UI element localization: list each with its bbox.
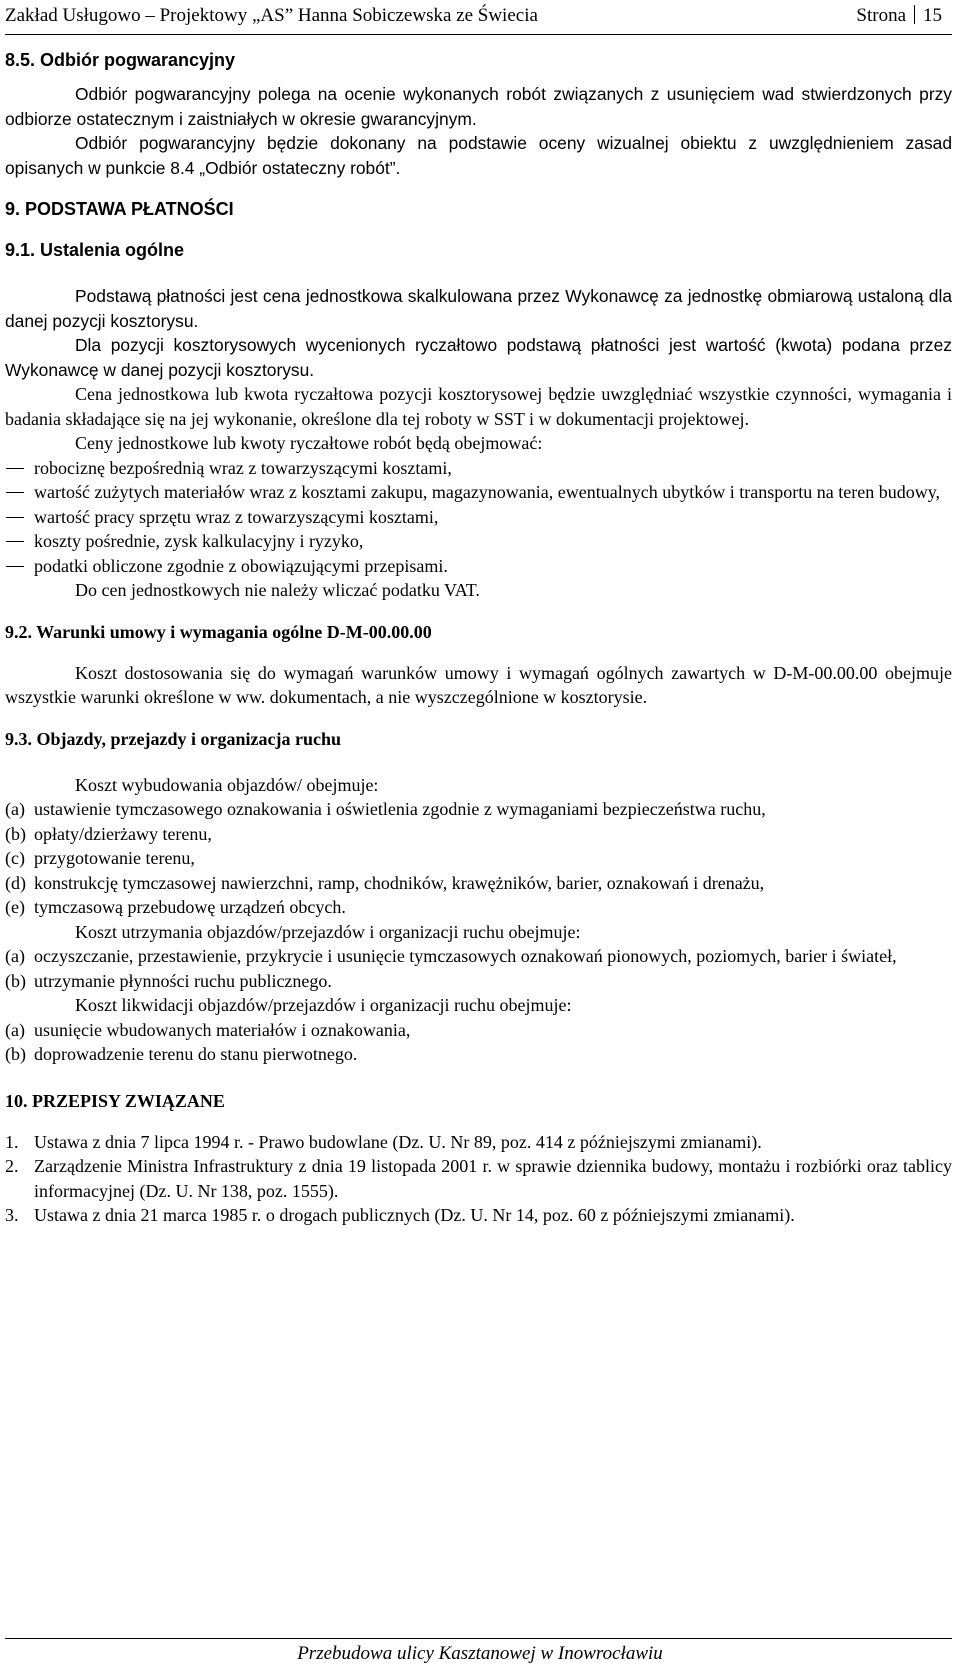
- list-item: (b) doprowadzenie terenu do stanu pierwotnego.: [5, 1044, 358, 1064]
- list-item: (b) opłaty/dzierżawy terenu,: [5, 823, 212, 844]
- cost-components-list: [5, 456, 952, 579]
- list-item: (d) konstrukcję tymczasowej nawierzchni, ramp, chodników, krawężników, barier, oznakowań i drenażu,: [5, 872, 765, 893]
- paragraph-9-1-5: Do cen jednostkowych nie należy wliczać podatku VAT.: [75, 580, 480, 600]
- list-item: podatki obliczone zgodnie z obowiązującymi przepisami.: [5, 554, 952, 579]
- regulations-list: [5, 1130, 952, 1228]
- heading-10: 10. PRZEPISY ZWIĄZANE: [5, 1090, 225, 1111]
- detour-maintenance-list: [5, 944, 952, 993]
- list-item: (e) tymczasową przebudowę urządzeń obcych.: [5, 897, 346, 917]
- paragraph-9-1-3: Cena jednostkowa lub kwota ryczałtowa pozycji kosztorysowej będzie uwzględniać wszystkie czynności, wymagania i badania składające się na jej wykonanie, określone dla tej roboty w SST i w dokumentacji projektowej.: [5, 384, 952, 429]
- paragraph-9-3-intro-1: Koszt wybudowania objazdów/ obejmuje:: [75, 774, 379, 795]
- paragraph-8-5-2: Odbiór pogwarancyjny będzie dokonany na podstawie oceny wizualnej obiektu z uwzględnieniem zasad opisanych w punkcie 8.4 „Odbiór ostateczny robót”.: [5, 133, 952, 178]
- page-number: 15: [923, 5, 942, 26]
- list-item: wartość pracy sprzętu wraz z towarzyszącymi kosztami,: [5, 505, 952, 530]
- company-name: Zakład Usługowo – Projektowy „AS” Hanna Sobiczewska ze Świecia: [5, 5, 538, 26]
- heading-9-3: 9.3. Objazdy, przejazdy i organizacja ruchu: [5, 728, 341, 749]
- list-item: (a) ustawienie tymczasowego oznakowania i oświetlenia zgodnie z wymaganiami bezpieczeństwa ruchu,: [5, 799, 766, 819]
- paragraph-9-1-2: Dla pozycji kosztorysowych wycenionych ryczałtowo podstawą płatności jest wartość (kwota) podana przez Wykonawcę w danej pozycji kosztorysu.: [5, 335, 952, 380]
- list-item: (a) oczyszczanie, przestawienie, przykrycie i usunięcie tymczasowych oznakowań pionowych, poziomych, barier i świateł,: [5, 946, 897, 966]
- page-indicator: [856, 4, 942, 28]
- list-item: robociznę bezpośrednią wraz z towarzyszącymi kosztami,: [5, 456, 952, 481]
- list-item: 1. Ustawa z dnia 7 lipca 1994 r. - Prawo budowlane (Dz. U. Nr 89, poz. 414 z późniejszymi zmianami).: [5, 1131, 762, 1152]
- detour-construction-list: [5, 797, 952, 920]
- page-label: Strona: [856, 5, 906, 26]
- detour-removal-list: [5, 1018, 952, 1067]
- list-item: (c) przygotowanie terenu,: [5, 848, 195, 868]
- paragraph-9-3-intro-2: Koszt utrzymania objazdów/przejazdów i organizacji ruchu obejmuje:: [75, 921, 581, 942]
- list-item: 3. Ustawa z dnia 21 marca 1985 r. o drogach publicznych (Dz. U. Nr 14, poz. 60 z późniejszymi zmianami).: [5, 1205, 795, 1225]
- list-item: wartość zużytych materiałów wraz z kosztami zakupu, magazynowania, ewentualnych ubytków i transportu na teren budowy,: [5, 480, 952, 505]
- footer-rule: [5, 1638, 952, 1639]
- heading-9: 9. PODSTAWA PŁATNOŚCI: [5, 199, 234, 219]
- heading-9-2: 9.2. Warunki umowy i wymagania ogólne D-M-00.00.00: [5, 621, 432, 642]
- document-body: [5, 48, 952, 1228]
- page-footer: Przebudowa ulicy Kasztanowej w Inowrocławiu: [297, 1643, 663, 1664]
- paragraph-9-1-4: Ceny jednostkowe lub kwoty ryczałtowe robót będą obejmować:: [75, 433, 543, 453]
- paragraph-8-5-1: Odbiór pogwarancyjny polega na ocenie wykonanych robót związanych z usunięciem wad stwierdzonych przy odbiorze ostatecznym i zaistniałych w okresie gwarancyjnym.: [5, 84, 952, 129]
- list-item: (a) usunięcie wbudowanych materiałów i oznakowania,: [5, 1019, 411, 1040]
- heading-9-1: 9.1. Ustalenia ogólne: [5, 240, 185, 260]
- page-header: [5, 4, 952, 35]
- paragraph-9-3-intro-3: Koszt likwidacji objazdów/przejazdów i organizacji ruchu obejmuje:: [75, 995, 572, 1015]
- list-item: 2. Zarządzenie Ministra Infrastruktury z dnia 19 listopada 2001 r. w sprawie dziennika budowy, montażu i rozbiórki oraz tablicy informacyjnej (Dz. U. Nr 138, poz. 1555).: [5, 1156, 952, 1201]
- paragraph-9-2-1: Koszt dostosowania się do wymagań warunków umowy i wymagań ogólnych zawartych w D-M-00.00.00 obejmuje wszystkie warunki określone w ww. dokumentach, a nie wyszczególnione w kosztorysie.: [5, 662, 952, 707]
- paragraph-9-1-1: Podstawą płatności jest cena jednostkowa skalkulowana przez Wykonawcę za jednostkę obmiarową ustaloną dla danej pozycji kosztorysu.: [5, 286, 952, 331]
- page-separator: [914, 5, 915, 24]
- list-item: koszty pośrednie, zysk kalkulacyjny i ryzyko,: [5, 529, 952, 554]
- list-item: (b) utrzymanie płynności ruchu publicznego.: [5, 970, 332, 991]
- heading-8-5: 8.5. Odbiór pogwarancyjny: [5, 50, 236, 70]
